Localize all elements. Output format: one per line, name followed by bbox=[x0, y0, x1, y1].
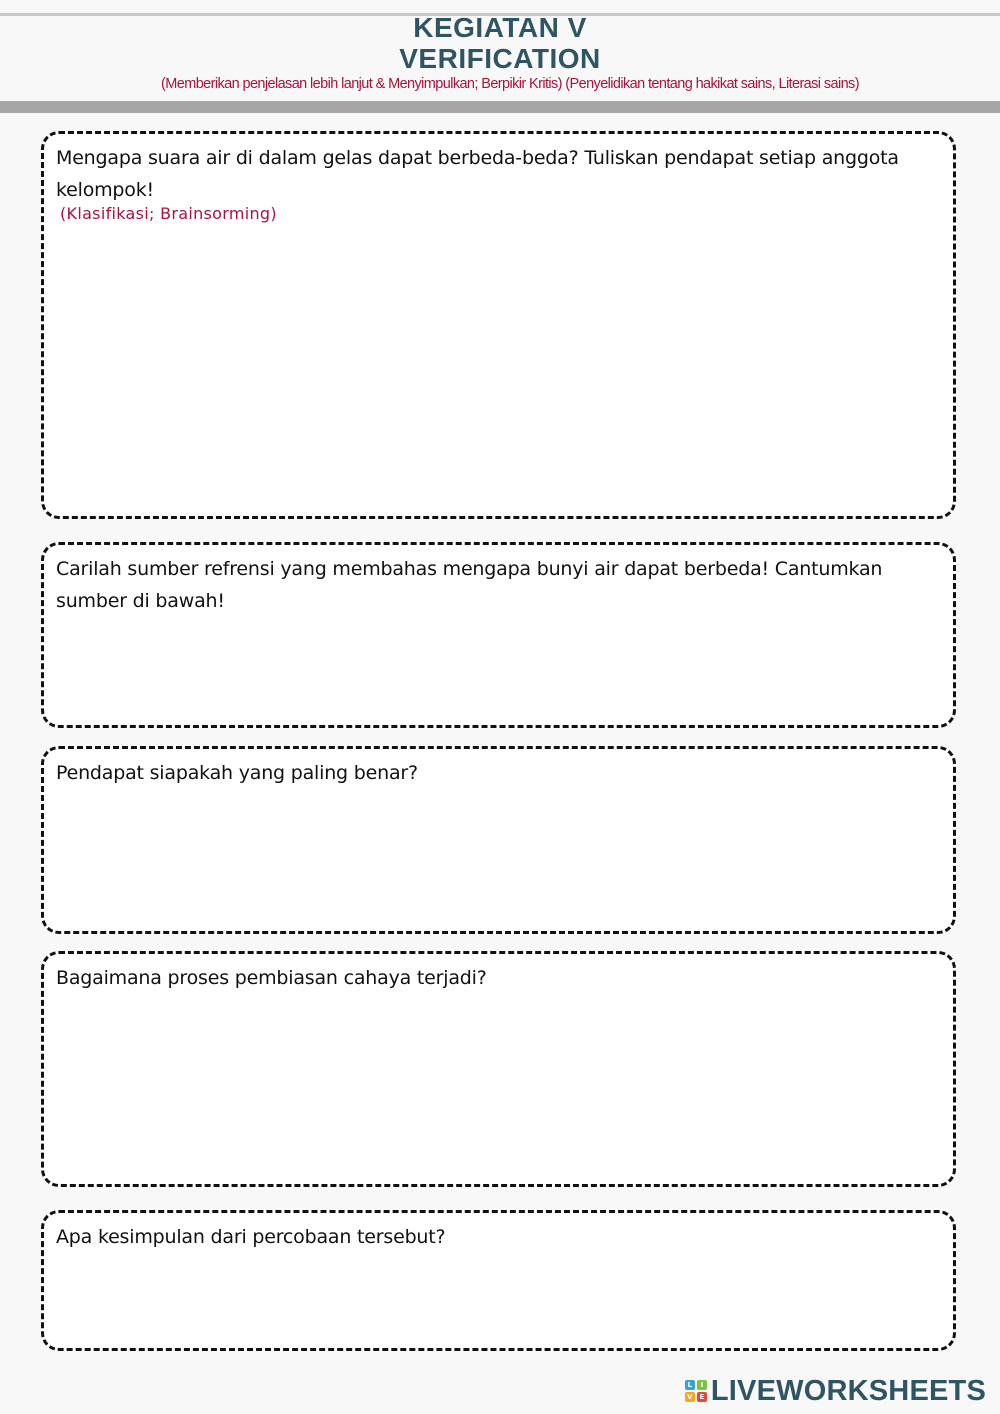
answer-box-5[interactable] bbox=[41, 1210, 956, 1351]
question-5-text: Apa kesimpulan dari percobaan tersebut? bbox=[56, 1226, 446, 1248]
question-3-text: Pendapat siapakah yang paling benar? bbox=[56, 762, 418, 784]
answer-box-3[interactable] bbox=[41, 746, 956, 934]
logo-block-i: I bbox=[697, 1380, 707, 1390]
question-1-text: Mengapa suara air di dalam gelas dapat berbeda-beda? Tuliskan pendapat setiap anggota kelompok! bbox=[56, 147, 899, 201]
answer-box-4[interactable] bbox=[41, 951, 956, 1187]
logo-text: LIVEWORKSHEETS bbox=[710, 1374, 986, 1407]
logo-block-v: V bbox=[685, 1392, 695, 1402]
activity-subtitle-verification: VERIFICATION bbox=[399, 43, 601, 74]
skills-description: (Memberikan penjelasan lebih lanjut & Menyimpulkan; Berpikir Kritis) (Penyelidikan tentang hakikat sains, Literasi sains) bbox=[161, 76, 859, 92]
logo-blocks-icon bbox=[685, 1380, 707, 1402]
question-4-text: Bagaimana proses pembiasan cahaya terjadi? bbox=[56, 967, 487, 989]
logo-block-l: L bbox=[685, 1380, 695, 1390]
liveworksheets-logo[interactable] bbox=[685, 1374, 986, 1408]
logo-block-e: E bbox=[697, 1392, 707, 1402]
answer-box-2[interactable] bbox=[41, 542, 956, 728]
answer-box-1[interactable] bbox=[41, 131, 956, 519]
question-1-hint: (Klasifikasi; Brainsorming) bbox=[60, 204, 277, 223]
question-2-text: Carilah sumber refrensi yang membahas mengapa bunyi air dapat berbeda! Cantumkan sumber di bawah! bbox=[56, 558, 883, 612]
header-divider bbox=[0, 101, 1000, 113]
activity-title: KEGIATAN V bbox=[413, 12, 587, 43]
